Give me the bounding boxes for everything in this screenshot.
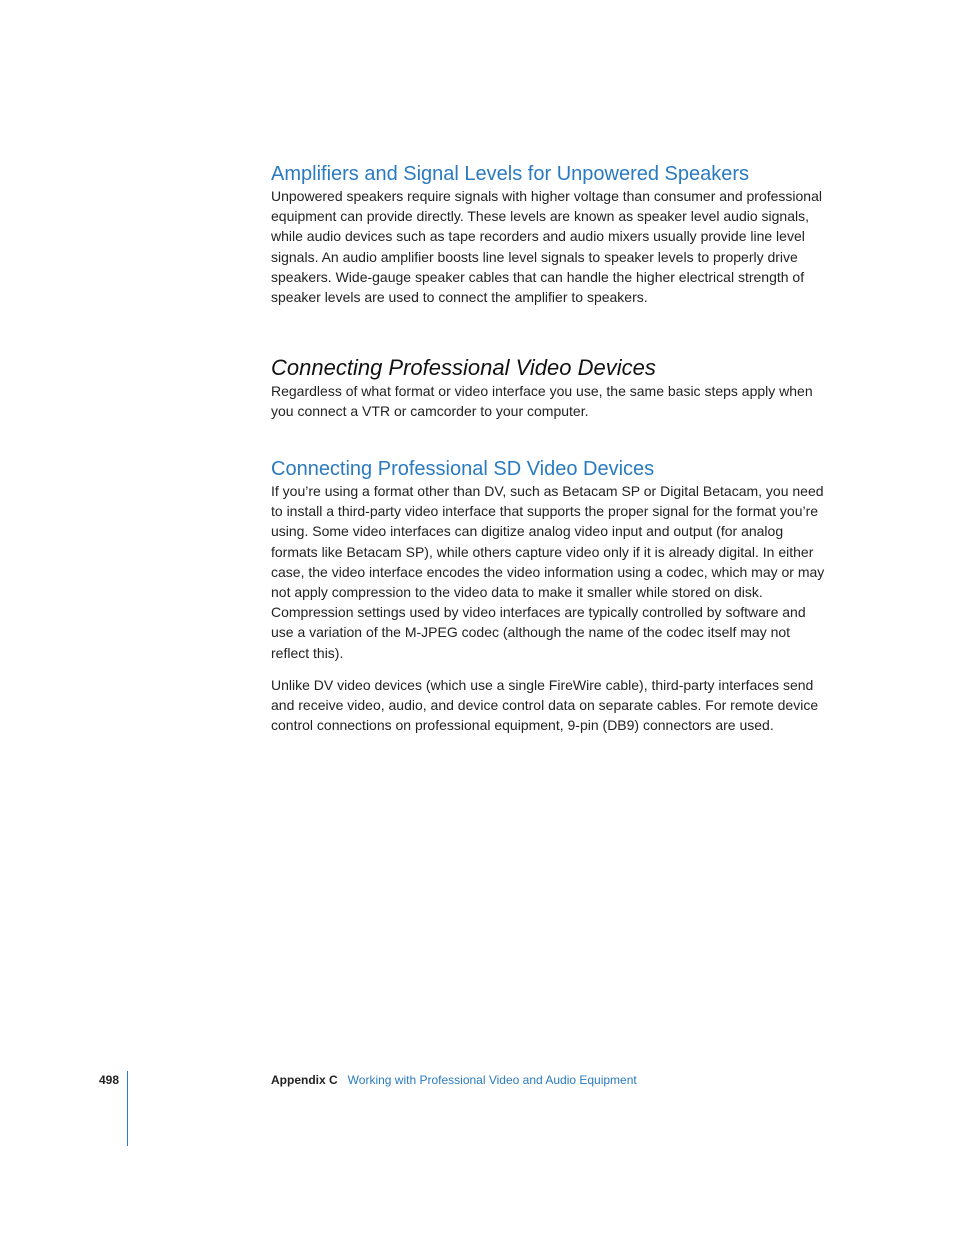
body-paragraph: Regardless of what format or video interface you use, the same basic steps apply when you connect a VTR or camcorder to your computer. (271, 383, 813, 420)
section-amplifiers (271, 162, 827, 307)
body-paragraph: If you’re using a format other than DV, such as Betacam SP or Digital Betacam, you need to install a third-party video interface that supports the proper signal for the format you’re using. Some video interfaces can digitize analog video input and output (for analog formats like Betacam SP), while others capture video only if it is already digital. In either case, the video interface encodes the video information using a codec, which may or may not apply compression to the video data to make it smaller while stored on disk. Compression settings used by video interfaces are typically controlled by software and use a variation of the M-JPEG codec (although the name of the codec itself may not reflect this). (271, 483, 825, 661)
body-paragraph: Unpowered speakers require signals with higher voltage than consumer and professional equipment can provide directly. These levels are known as speaker level audio signals, while audio devices such as tape recorders and audio mixers usually provide line level signals. An audio amplifier boosts line level signals to speaker levels to properly drive speakers. Wide-gauge speaker cables that can handle the higher electrical strength of speaker levels are used to connect the amplifier to speakers. (271, 188, 822, 306)
running-footer (271, 1073, 637, 1087)
appendix-label: Appendix C (271, 1073, 338, 1087)
section-heading: Amplifiers and Signal Levels for Unpowered Speakers (271, 163, 750, 185)
page-number: 498 (99, 1073, 120, 1087)
section-connecting-video (271, 355, 827, 421)
chapter-title: Working with Professional Video and Audio Equipment (347, 1073, 637, 1087)
body-paragraph: Unlike DV video devices (which use a single FireWire cable), third-party interfaces send and receive video, audio, and device control data on separate cables. For remote device control connections on professional equipment, 9-pin (DB9) connectors are used. (271, 676, 819, 734)
footer-divider (127, 1071, 128, 1146)
section-connecting-sd (271, 457, 827, 735)
section-heading: Connecting Professional Video Devices (271, 355, 656, 380)
section-heading: Connecting Professional SD Video Devices (271, 458, 655, 480)
